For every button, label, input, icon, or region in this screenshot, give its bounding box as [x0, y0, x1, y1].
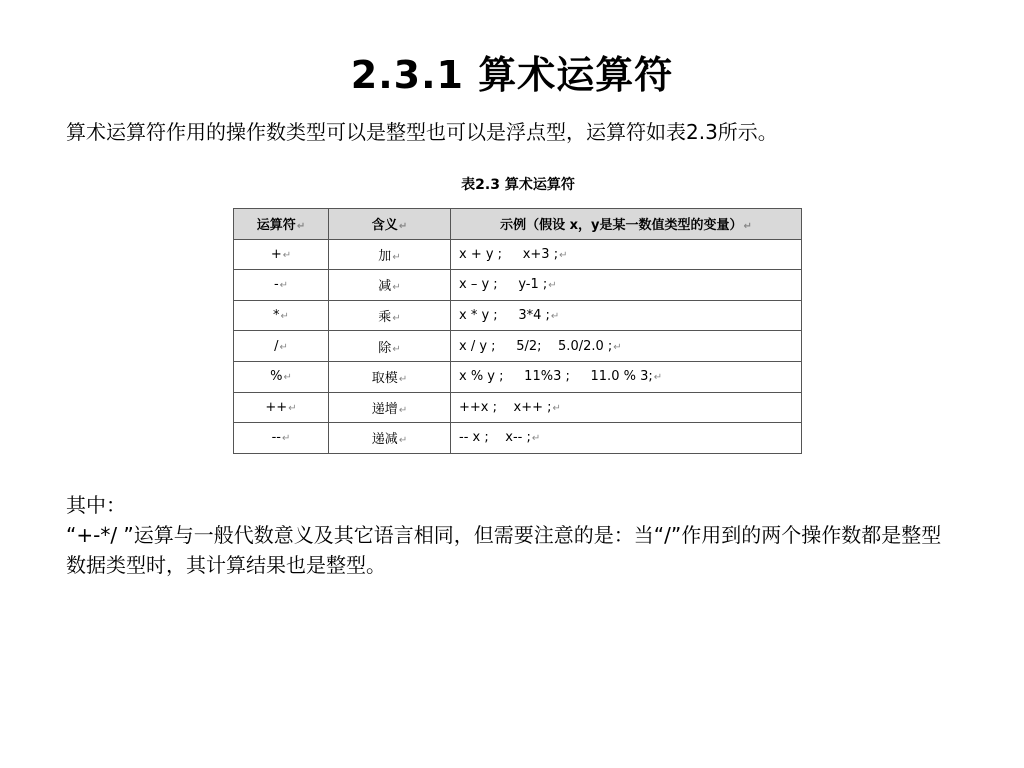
table-row — [234, 392, 802, 423]
example-cell: -- x ; x-- ;↵ — [451, 423, 802, 454]
paragraph-mark-icon: ↵ — [398, 404, 408, 416]
paragraph-mark-icon: ↵ — [392, 313, 401, 325]
meaning-cell: 除↵ — [329, 331, 451, 362]
operators-table — [233, 208, 802, 454]
notes-body: “+-*/ ”运算与一般代数意义及其它语言相同，但需要注意的是：当“/”作用到的两个操作数都是整型数据类型时，其计算结果也是整型。 — [66, 523, 942, 577]
table-header-row — [234, 209, 802, 240]
header-operator: 运算符↵ — [234, 209, 329, 240]
meaning-cell: 减↵ — [329, 270, 451, 301]
paragraph-mark-icon: ↵ — [743, 221, 752, 233]
example-cell: x – y ; y-1 ;↵ — [451, 270, 802, 301]
operator-cell: +↵ — [234, 239, 329, 270]
meaning-cell: 加↵ — [329, 239, 451, 270]
paragraph-mark-icon: ↵ — [282, 433, 291, 445]
table-row — [234, 423, 802, 454]
operator-cell: ++↵ — [234, 392, 329, 423]
operator-cell: --↵ — [234, 423, 329, 454]
paragraph-mark-icon: ↵ — [398, 374, 408, 386]
table-row — [234, 300, 802, 331]
paragraph-mark-icon: ↵ — [283, 372, 292, 384]
operator-cell: *↵ — [234, 300, 329, 331]
operator-cell: /↵ — [234, 331, 329, 362]
paragraph-mark-icon: ↵ — [280, 311, 289, 323]
table-caption: 表2.3 算术运算符 — [461, 177, 575, 193]
paragraph-mark-icon: ↵ — [392, 282, 401, 294]
example-cell: x + y ; x+3 ;↵ — [451, 239, 802, 270]
table-row — [234, 270, 802, 301]
paragraph-mark-icon: ↵ — [653, 372, 663, 384]
paragraph-mark-icon: ↵ — [392, 343, 401, 355]
operator-cell: -↵ — [234, 270, 329, 301]
paragraph-mark-icon: ↵ — [398, 221, 408, 233]
table-row — [234, 331, 802, 362]
paragraph-mark-icon: ↵ — [613, 341, 622, 353]
slide-title: 2.3.1 算术运算符 — [350, 53, 674, 97]
paragraph-mark-icon: ↵ — [392, 251, 401, 263]
notes-heading: 其中： — [66, 493, 126, 517]
paragraph-mark-icon: ↵ — [288, 402, 297, 414]
example-cell: x % y ; 11%3 ; 11.0 % 3;↵ — [451, 361, 802, 392]
operator-cell: %↵ — [234, 361, 329, 392]
paragraph-mark-icon: ↵ — [559, 249, 568, 261]
paragraph-mark-icon: ↵ — [548, 280, 557, 292]
table-row — [234, 239, 802, 270]
paragraph-mark-icon: ↵ — [398, 435, 408, 447]
meaning-cell: 递减↵ — [329, 423, 451, 454]
paragraph-mark-icon: ↵ — [279, 280, 289, 292]
intro-text: 算术运算符作用的操作数类型可以是整型也可以是浮点型，运算符如表2.3所示。 — [66, 120, 778, 144]
paragraph-mark-icon: ↵ — [279, 341, 288, 353]
example-cell: ++x ; x++ ;↵ — [451, 392, 802, 423]
meaning-cell: 递增↵ — [329, 392, 451, 423]
meaning-cell: 乘↵ — [329, 300, 451, 331]
header-example: 示例（假设 x，y是某一数值类型的变量）↵ — [451, 209, 802, 240]
notes-section — [66, 490, 946, 580]
header-meaning: 含义↵ — [329, 209, 451, 240]
paragraph-mark-icon: ↵ — [550, 311, 560, 323]
meaning-cell: 取模↵ — [329, 361, 451, 392]
example-cell: x / y ; 5/2; 5.0/2.0 ;↵ — [451, 331, 802, 362]
table-row — [234, 361, 802, 392]
example-cell: x * y ; 3*4 ;↵ — [451, 300, 802, 331]
paragraph-mark-icon: ↵ — [531, 433, 541, 445]
paragraph-mark-icon: ↵ — [282, 249, 292, 261]
paragraph-mark-icon: ↵ — [552, 402, 561, 414]
paragraph-mark-icon: ↵ — [296, 221, 306, 233]
